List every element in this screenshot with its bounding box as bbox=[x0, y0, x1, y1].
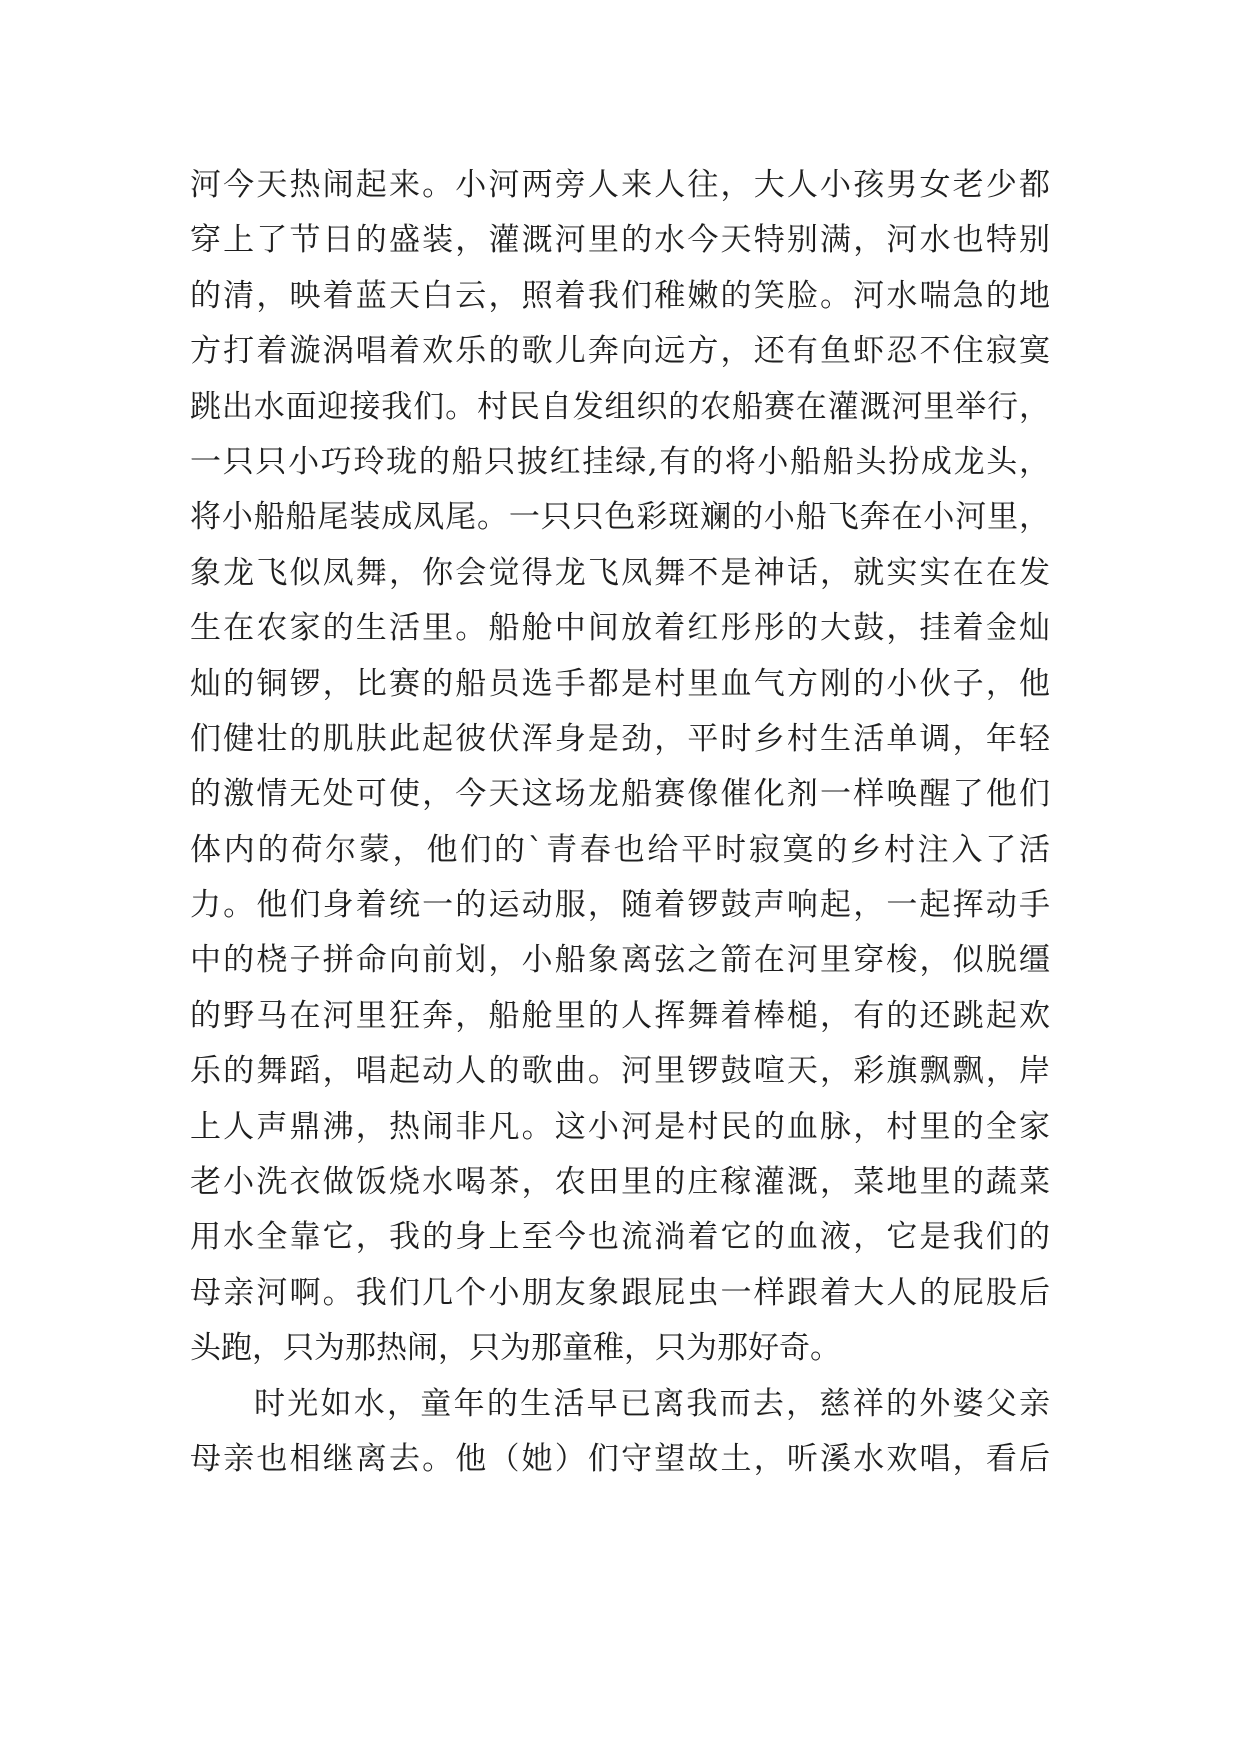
text-line: 穿上了节日的盛装，灌溉河里的水今天特别满，河水也特别 bbox=[190, 222, 1050, 259]
text-line: 母亲也相继离去。他（她）们守望故土，听溪水欢唱，看后 bbox=[190, 1440, 1050, 1477]
text-line: 一只只小巧玲珑的船只披红挂绿,有的将小船船头扮成龙头， bbox=[190, 443, 1050, 480]
essay-body bbox=[190, 158, 1050, 1487]
text-line: 力。他们身着统一的运动服，随着锣鼓声响起，一起挥动手 bbox=[190, 887, 1050, 924]
text-line: 老小洗衣做饭烧水喝茶，农田里的庄稼灌溉，菜地里的蔬菜 bbox=[190, 1164, 1050, 1201]
text-line: 象龙飞似凤舞，你会觉得龙飞凤舞不是神话，就实实在在发 bbox=[190, 554, 1050, 591]
paragraph-end-line: 头跑，只为那热闹，只为那童稚，只为那好奇。 bbox=[190, 1330, 841, 1367]
text-line: 用水全靠它，我的身上至今也流淌着它的血液，它是我们的 bbox=[190, 1219, 1050, 1256]
text-line: 方打着漩涡唱着欢乐的歌儿奔向远方，还有鱼虾忍不住寂寞 bbox=[190, 333, 1050, 370]
text-line: 乐的舞蹈，唱起动人的歌曲。河里锣鼓喧天，彩旗飘飘，岸 bbox=[190, 1053, 1050, 1090]
text-line: 将小船船尾装成凤尾。一只只色彩斑斓的小船飞奔在小河里， bbox=[190, 499, 1050, 536]
text-line: 灿的铜锣，比赛的船员选手都是村里血气方刚的小伙子，他 bbox=[190, 665, 1050, 702]
text-line: 中的桡子拼命向前划，小船象离弦之箭在河里穿梭，似脱缰 bbox=[190, 942, 1050, 979]
text-line: 们健壮的肌肤此起彼伏浑身是劲，平时乡村生活单调，年轻 bbox=[190, 720, 1050, 757]
text-line: 生在农家的生活里。船舱中间放着红彤彤的大鼓，挂着金灿 bbox=[190, 610, 1050, 647]
text-line: 的清，映着蓝天白云，照着我们稚嫩的笑脸。河水喘急的地 bbox=[190, 277, 1050, 314]
text-line: 的野马在河里狂奔，船舱里的人挥舞着棒槌，有的还跳起欢 bbox=[190, 997, 1050, 1034]
text-line: 上人声鼎沸，热闹非凡。这小河是村民的血脉，村里的全家 bbox=[190, 1108, 1050, 1145]
text-line: 河今天热闹起来。小河两旁人来人往，大人小孩男女老少都 bbox=[190, 167, 1050, 203]
text-line: 体内的荷尔蒙，他们的`青春也给平时寂寞的乡村注入了活 bbox=[190, 831, 1050, 868]
text-line: 的激情无处可使，今天这场龙船赛像催化剂一样唤醒了他们 bbox=[190, 776, 1050, 813]
text-line: 母亲河啊。我们几个小朋友象跟屁虫一样跟着大人的屁股后 bbox=[190, 1274, 1050, 1311]
paragraph-first-line: 时光如水，童年的生活早已离我而去，慈祥的外婆父亲 bbox=[254, 1385, 1050, 1422]
text-line: 跳出水面迎接我们。村民自发组织的农船赛在灌溉河里举行， bbox=[190, 388, 1050, 425]
